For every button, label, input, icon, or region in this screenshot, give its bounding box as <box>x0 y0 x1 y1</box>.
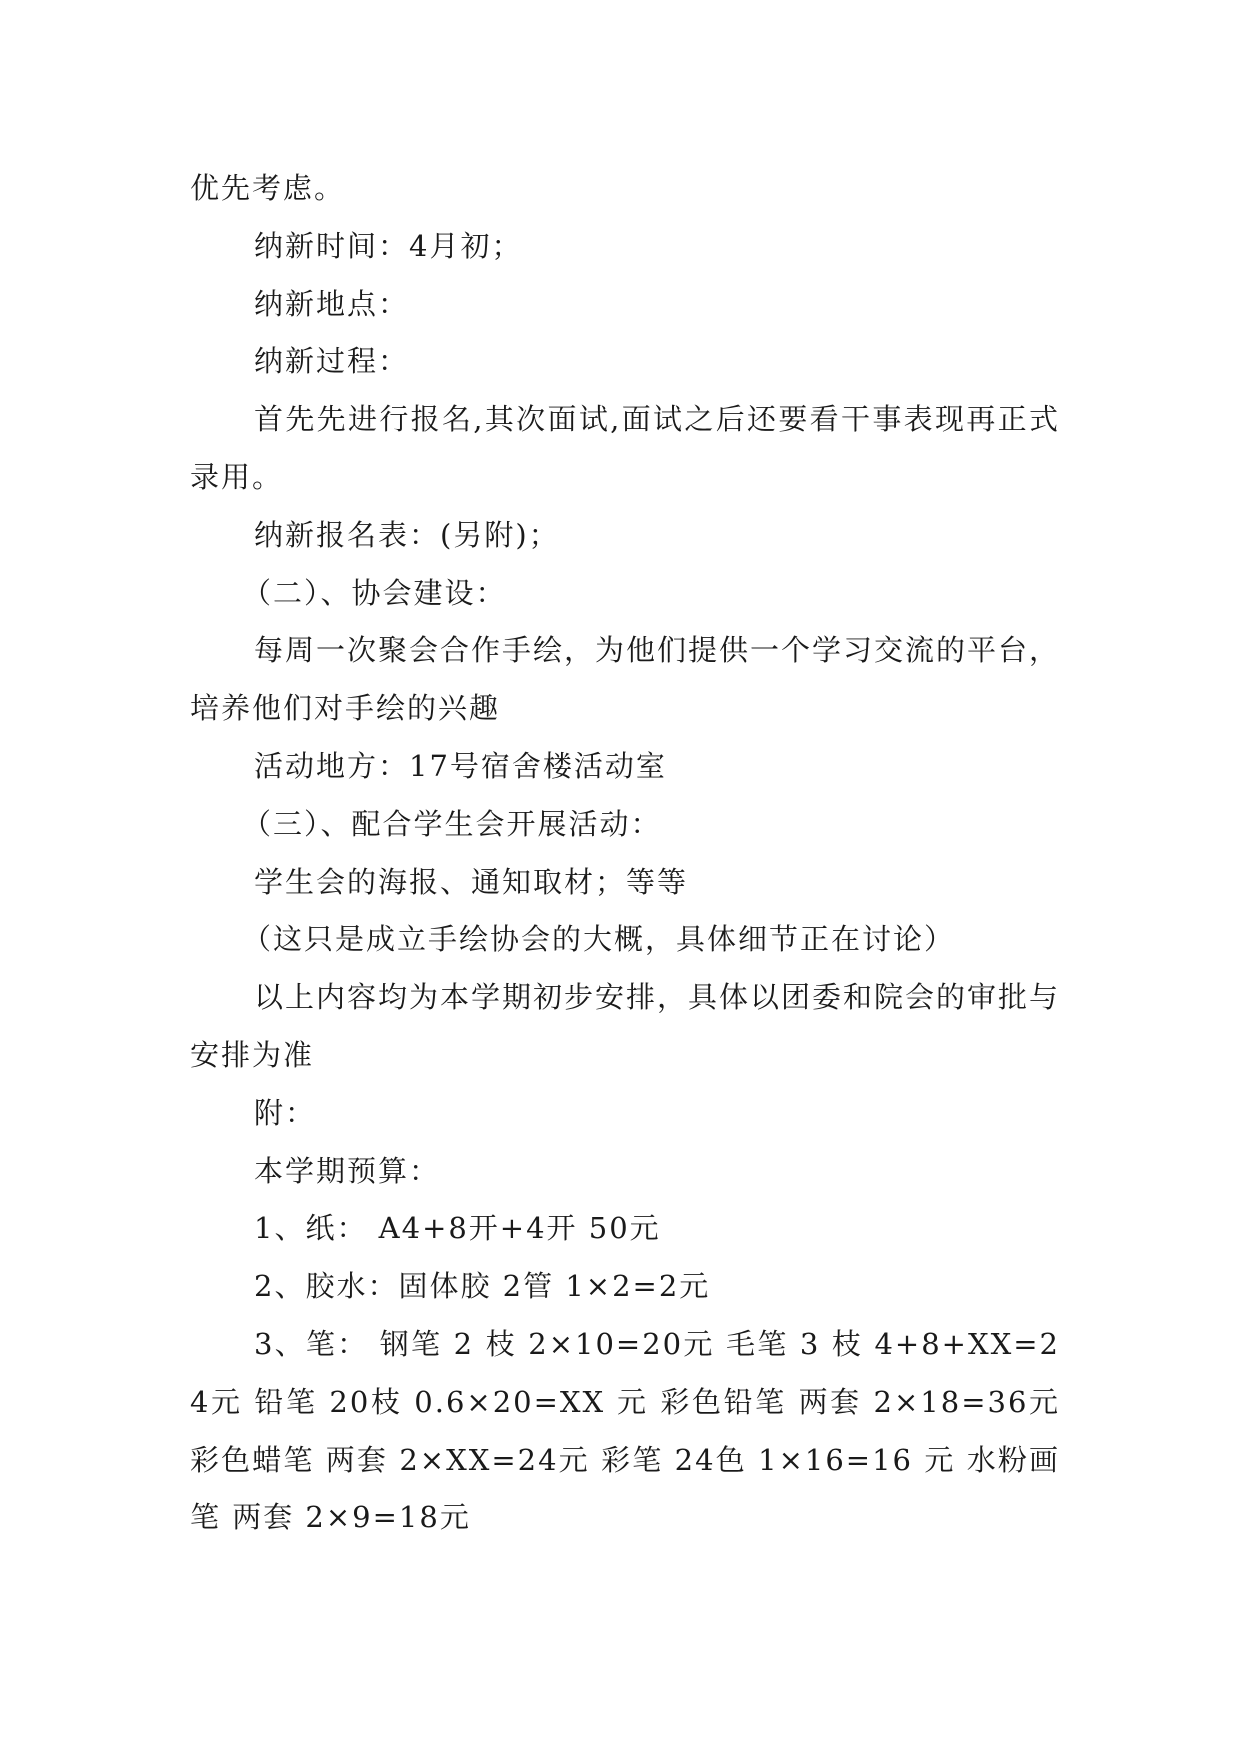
paragraph-semester-arrangement: 以上内容均为本学期初步安排，具体以团委和院会的审批与安排为准 <box>190 980 1061 1072</box>
paragraph-continuation: 优先考虑。 <box>190 171 346 205</box>
paragraph-weekly-meeting: 每周一次聚会合作手绘，为他们提供一个学习交流的平台，培养他们对手绘的兴趣 <box>190 633 1061 726</box>
paragraph-budget-heading: 本学期预算： <box>254 1153 441 1188</box>
paragraph-recruit-location: 纳新地点： <box>254 286 410 321</box>
paragraph-recruit-time: 纳新时间：4月初； <box>254 228 523 263</box>
paragraph-recruit-process: 纳新过程： <box>254 344 410 379</box>
paragraph-process-detail: 首先先进行报名,其次面试,面试之后还要看干事表现再正式录用。 <box>190 402 1060 494</box>
paragraph-signup-form: 纳新报名表：(另附)； <box>254 517 560 552</box>
section-heading-association-building: （二）、协会建设： <box>242 575 507 610</box>
budget-item-pens: 3、笔： 钢笔 2 枝 2×10=20元 毛笔 3 枝 4+8+XX=24元 铅笔 20枝 0.6×20=XX 元 彩色铅笔 两套 2×18=36元 彩色蜡笔 两套 2×XX=24元 彩笔 24色 1×16=16 元 水粉画笔 两套 2×9=18元 <box>190 1326 1060 1535</box>
budget-item-glue: 2、胶水：固体胶 2管 1×2=2元 <box>254 1269 711 1304</box>
paragraph-appendix: 附： <box>254 1095 317 1130</box>
budget-item-paper: 1、纸： A4+8开+4开 50元 <box>254 1211 661 1246</box>
document-body <box>190 160 1060 1547</box>
paragraph-poster-materials: 学生会的海报、通知取材；等等 <box>254 864 689 899</box>
section-heading-student-union: （三）、配合学生会开展活动： <box>242 806 662 841</box>
paragraph-activity-place: 活动地方：17号宿舍楼活动室 <box>254 748 667 783</box>
paragraph-note: （这只是成立手绘协会的大概，具体细节正在讨论） <box>242 922 956 957</box>
